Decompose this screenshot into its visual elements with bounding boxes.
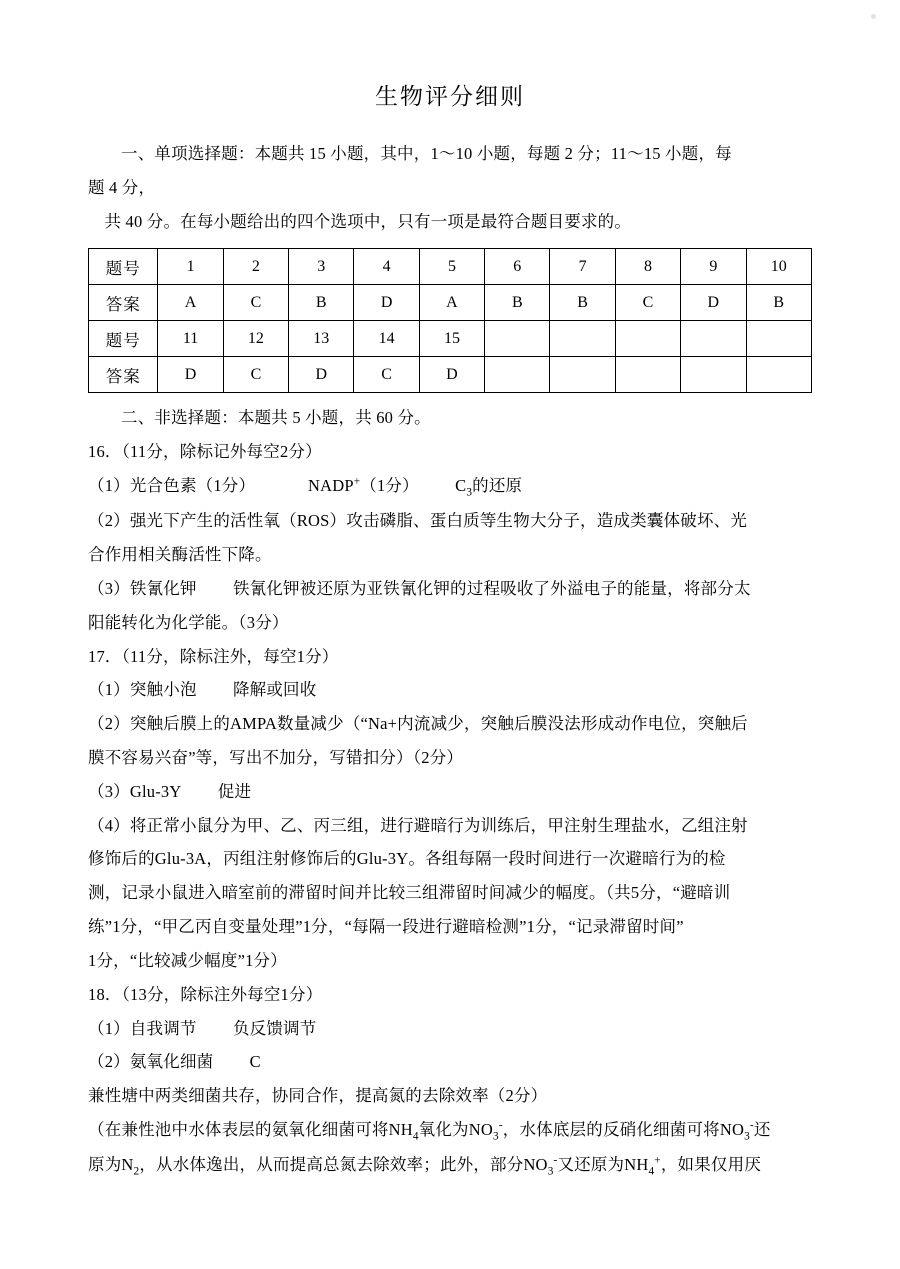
- q18-item3: 兼性塘中两类细菌共存，协同合作，提高氮的去除效率（2分）: [88, 1086, 548, 1106]
- q17-item4-line5: 1分，“比较减少幅度”1分）: [88, 950, 287, 970]
- q18-p4-c-sub: 3: [744, 1130, 750, 1143]
- q17-item4-line2: 修饰后的Glu-3A，丙组注射修饰后的Glu-3Y。各组每隔一段时间进行一次避暗行为的检: [88, 849, 726, 869]
- table-cell: [681, 321, 746, 357]
- table-cell: 10: [746, 249, 812, 285]
- q17-item3-a: （3）Glu-3Y: [88, 781, 182, 801]
- q18-p5-a-sub: 2: [133, 1165, 140, 1178]
- table-cell: [681, 357, 746, 393]
- table-cell: B: [550, 285, 615, 321]
- q18-p5-c-sup: +: [654, 1154, 661, 1167]
- table-cell: 1: [158, 249, 223, 285]
- section1-line3: 共 40 分。在每小题给出的四个选项中，只有一项是最符合题目要求的。: [104, 211, 632, 231]
- q18-p4-d: 还: [753, 1119, 771, 1139]
- table-cell: D: [354, 285, 419, 321]
- q16-item2-line2: 合作用相关酶活性下降。: [88, 545, 272, 565]
- q18-item4-line1: [88, 1113, 812, 1148]
- table-cell: C: [223, 285, 288, 321]
- table-row: [89, 285, 812, 321]
- q18-p5-c: 又还原为NH: [557, 1155, 649, 1175]
- q18-p5-d: ，如果仅用厌: [660, 1155, 762, 1175]
- table-cell: D: [289, 357, 354, 393]
- table-cell: 8: [615, 249, 680, 285]
- q17-item1-b: 降解或回收: [232, 680, 317, 700]
- table-row: [89, 321, 812, 357]
- table-cell: 5: [419, 249, 484, 285]
- table-cell: B: [289, 285, 354, 321]
- table-cell: C: [354, 357, 419, 393]
- q16-item1: [88, 469, 812, 504]
- table-cell: B: [746, 285, 812, 321]
- table-cell: 11: [158, 321, 223, 357]
- table-cell: 4: [354, 249, 419, 285]
- table-cell: 14: [354, 321, 419, 357]
- q18-p4-c-sup: -: [749, 1119, 754, 1132]
- q18-item1: [88, 1012, 812, 1046]
- table-cell: 3: [289, 249, 354, 285]
- q17-item2-line2: 膜不容易兴奋”等，写出不加分，写错扣分）（2分）: [88, 748, 464, 768]
- q18-item4-line2: [88, 1148, 812, 1183]
- q18-p4-b-sup: -: [498, 1119, 503, 1132]
- q17-item1: [88, 673, 812, 707]
- q18-item1-a: （1）自我调节: [88, 1018, 197, 1038]
- table-cell: [550, 357, 615, 393]
- table-cell: [485, 357, 550, 393]
- q16-item3-a: （3）铁氰化钾: [88, 578, 197, 598]
- table-cell: B: [485, 285, 550, 321]
- table-cell: [746, 321, 812, 357]
- table-cell: D: [158, 357, 223, 393]
- table-row: [89, 357, 812, 393]
- q17-item2-line1: （2）突触后膜上的AMPA数量减少（“Na+内流减少，突触后膜没法形成动作电位，突触后: [88, 714, 748, 734]
- table-cell-header: 答案: [89, 285, 158, 321]
- q18-item2-a: （2）氨氧化细菌: [88, 1052, 214, 1072]
- q16-item1-b-sup: +: [353, 475, 361, 488]
- table-cell: 15: [419, 321, 484, 357]
- table-cell: 2: [223, 249, 288, 285]
- table-cell: 6: [485, 249, 550, 285]
- q18-item2-b: C: [249, 1052, 261, 1072]
- q16-item1-d-sub: 3: [466, 486, 473, 499]
- q17-item3: [88, 775, 812, 809]
- table-cell: A: [419, 285, 484, 321]
- table-cell: [550, 321, 615, 357]
- q17-item3-b: 促进: [217, 781, 252, 801]
- table-cell: [615, 321, 680, 357]
- table-cell: 7: [550, 249, 615, 285]
- q18-p4-c: ，水体底层的反硝化细菌可将NO: [502, 1119, 745, 1139]
- table-cell: D: [681, 285, 746, 321]
- section1-line1: 一、单项选择题：本题共 15 小题，其中，1～10 小题，每题 2 分；11～15 小题，每: [121, 144, 732, 163]
- table-cell: D: [419, 357, 484, 393]
- q18-p5-b-sup: -: [553, 1154, 558, 1167]
- table-cell: 13: [289, 321, 354, 357]
- q17-head: 17．（11分，除标注外，每空1分）: [88, 646, 339, 666]
- q18-item2: [88, 1045, 812, 1079]
- table-cell: A: [158, 285, 223, 321]
- q18-p5-a: 原为N: [88, 1155, 134, 1175]
- q16-item3-line1: [88, 572, 812, 606]
- table-cell: C: [615, 285, 680, 321]
- q18-item1-b: 负反馈调节: [232, 1018, 317, 1038]
- q18-p4-a-sub: 4: [412, 1130, 419, 1143]
- table-cell-header: 题号: [89, 321, 158, 357]
- q18-p4-a: （在兼性池中水体表层的氨氧化细菌可将NH: [88, 1119, 413, 1139]
- q16-item1-a: （1）光合色素（1分）: [88, 476, 256, 496]
- q17-item4-line3: 测，记录小鼠进入暗室前的滞留时间并比较三组滞留时间减少的幅度。（共5分，“避暗训: [88, 883, 731, 903]
- q17-item1-a: （1）突触小泡: [88, 680, 197, 700]
- q16-item1-d: C: [455, 476, 467, 496]
- q16-item1-e: 的还原: [472, 476, 523, 496]
- answer-table: [88, 248, 812, 393]
- table-cell: 9: [681, 249, 746, 285]
- q16-item3-b: 铁氰化钾被还原为亚铁氰化钾的过程吸收了外溢电子的能量，将部分太: [232, 578, 751, 598]
- q16-item1-b: NADP: [308, 476, 354, 496]
- section2-line1: 二、非选择题：本题共 5 小题，共 60 分。: [121, 408, 431, 428]
- decorative-dot: [871, 14, 876, 19]
- table-cell: [746, 357, 812, 393]
- q16-item2-line1: （2）强光下产生的活性氧（ROS）攻击磷脂、蛋白质等生物大分子，造成类囊体破坏、光: [88, 511, 748, 531]
- q18-p5-b-sub: 3: [547, 1165, 554, 1178]
- table-cell: C: [223, 357, 288, 393]
- table-row: [89, 249, 812, 285]
- q16-head: 16．（11分，除标记外每空2分）: [88, 442, 322, 462]
- q18-p5-b: ，从水体逸出，从而提高总氮去除效率；此外，部分NO: [139, 1155, 548, 1175]
- q17-item4-line1: （4）将正常小鼠分为甲、乙、丙三组，进行避暗行为训练后，甲注射生理盐水，乙组注射: [88, 815, 748, 835]
- q18-head: 18．（13分，除标注外每空1分）: [88, 984, 323, 1004]
- section1-line2: 题 4 分，: [88, 177, 156, 197]
- table-cell: [485, 321, 550, 357]
- q18-p4-b: 氧化为NO: [418, 1119, 493, 1139]
- page-title: 生物评分细则: [375, 84, 525, 109]
- table-cell-header: 题号: [89, 249, 158, 285]
- q17-item4-line4: 练”1分，“甲乙丙自变量处理”1分，“每隔一段进行避暗检测”1分，“记录滞留时间”: [88, 917, 684, 937]
- q16-item1-c: （1分）: [360, 476, 419, 496]
- table-cell: [615, 357, 680, 393]
- table-cell: 12: [223, 321, 288, 357]
- table-cell-header: 答案: [89, 357, 158, 393]
- q18-p5-c-sub: 4: [648, 1165, 655, 1178]
- q16-item3-line2: 阳能转化为化学能。（3分）: [88, 612, 289, 632]
- q18-p4-b-sub: 3: [493, 1130, 499, 1143]
